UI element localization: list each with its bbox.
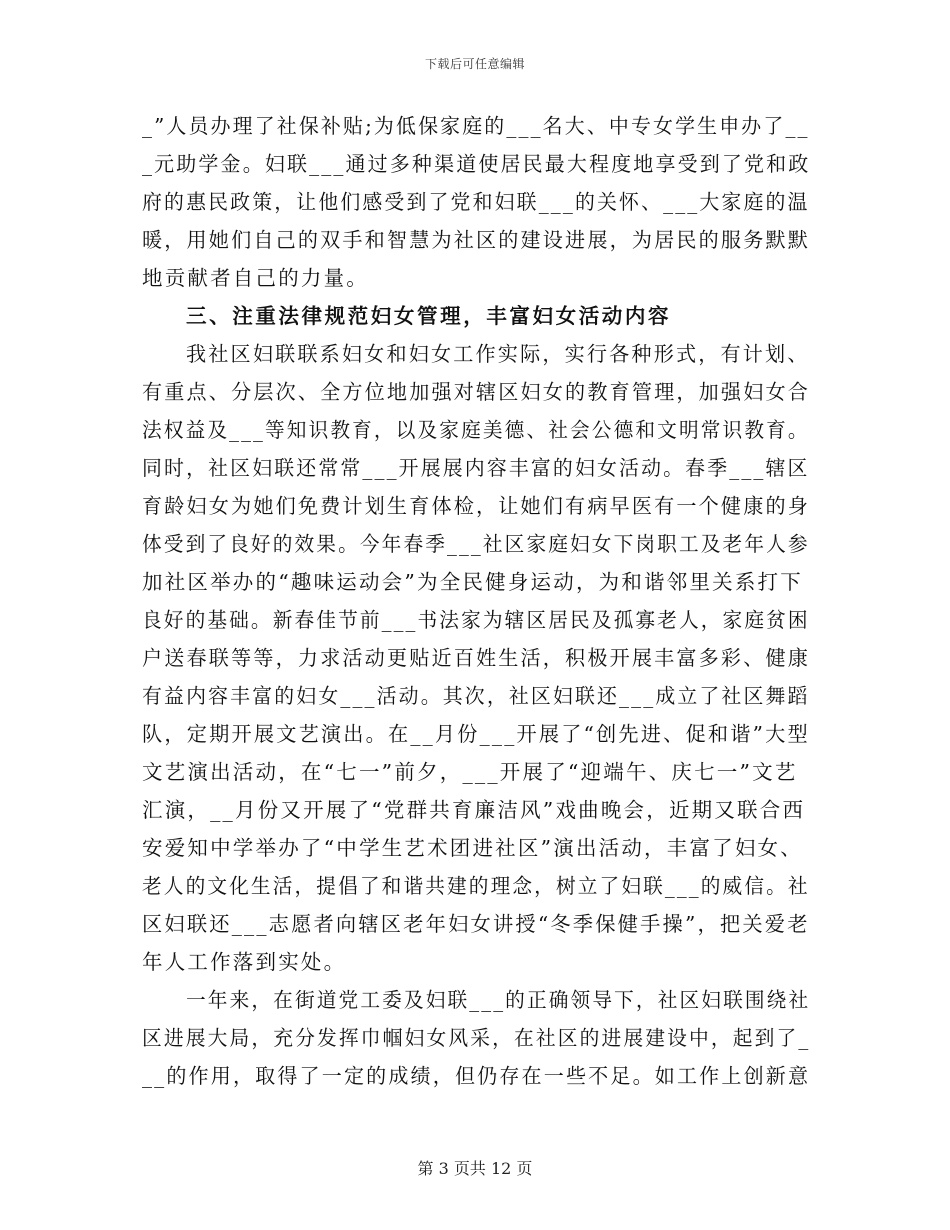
section-heading: 三、注重法律规范妇女管理，丰富妇女活动内容 bbox=[186, 304, 672, 328]
text-line: 有重点、分层次、全方位地加强对辖区妇女的教育管理，加强妇女合 bbox=[142, 380, 810, 404]
text-line: 加社区举办的“趣味运动会”为全民健身运动，为和谐邻里关系打下 bbox=[142, 570, 803, 594]
text-line: _”人员办理了社保补贴;为低保家庭的___名大、中专女学生申办了__ bbox=[142, 114, 810, 138]
text-line: 我社区妇联联系妇女和妇女工作实际，实行各种形式，有计划、 bbox=[186, 342, 810, 366]
text-line: 队，定期开展文艺演出。在__月份___开展了“创先进、促和谐”大型 bbox=[142, 722, 810, 746]
text-line: 文艺演出活动，在“七一”前夕，___开展了“迎端午、庆七一”文艺 bbox=[142, 760, 798, 784]
text-line: 体受到了良好的效果。今年春季___社区家庭妇女下岗职工及老年人参 bbox=[142, 532, 810, 556]
text-line: 有益内容丰富的妇女___活动。其次，社区妇联还___成立了社区舞蹈 bbox=[142, 684, 810, 708]
text-line: 地贡献者自己的力量。 bbox=[142, 266, 369, 290]
text-line: 老人的文化生活，提倡了和谐共建的理念，树立了妇联___的威信。社 bbox=[142, 874, 810, 898]
text-line: _元助学金。妇联___通过多种渠道使居民最大程度地享受到了党和政 bbox=[142, 152, 811, 176]
text-line: 暖，用她们自己的双手和智慧为社区的建设进展，为居民的服务默默 bbox=[142, 228, 810, 252]
text-line: 一年来，在街道党工委及妇联___的正确领导下，社区妇联围绕社 bbox=[186, 988, 811, 1012]
text-line: 法权益及___等知识教育，以及家庭美德、社会公德和文明常识教育。 bbox=[142, 418, 810, 442]
text-line: 户送春联等等，力求活动更贴近百姓生活，积极开展丰富多彩、健康 bbox=[142, 646, 810, 670]
text-line: 区妇联还___志愿者向辖区老年妇女讲授“冬季保健手操”，把关爱老 bbox=[142, 912, 810, 936]
text-line: 区进展大局，充分发挥巾帼妇女风采，在社区的进展建设中，起到了_ bbox=[142, 1026, 811, 1050]
page-header-note: 下载后可任意编辑 bbox=[424, 57, 525, 71]
text-line: 安爱知中学举办了“中学生艺术团进社区”演出活动，丰富了妇女、 bbox=[142, 836, 803, 860]
text-line: __的作用，取得了一定的成绩，但仍存在一些不足。如工作上创新意 bbox=[142, 1064, 811, 1088]
text-line: 汇演，__月份又开展了“党群共育廉洁风”戏曲晚会，近期又联合西 bbox=[142, 798, 806, 822]
text-line: 良好的基础。新春佳节前___书法家为辖区居民及孤寡老人，家庭贫困 bbox=[142, 608, 810, 632]
text-line: 府的惠民政策，让他们感受到了党和妇联___的关怀、___大家庭的温 bbox=[142, 190, 810, 214]
text-line: 同时，社区妇联还常常___开展展内容丰富的妇女活动。春季___辖区 bbox=[142, 456, 810, 480]
text-line: 育龄妇女为她们免费计划生育体检，让她们有病早医有一个健康的身 bbox=[142, 494, 810, 518]
page-number: 第 3 页共 12 页 bbox=[417, 1159, 533, 1178]
text-line: 年人工作落到实处。 bbox=[142, 950, 347, 974]
